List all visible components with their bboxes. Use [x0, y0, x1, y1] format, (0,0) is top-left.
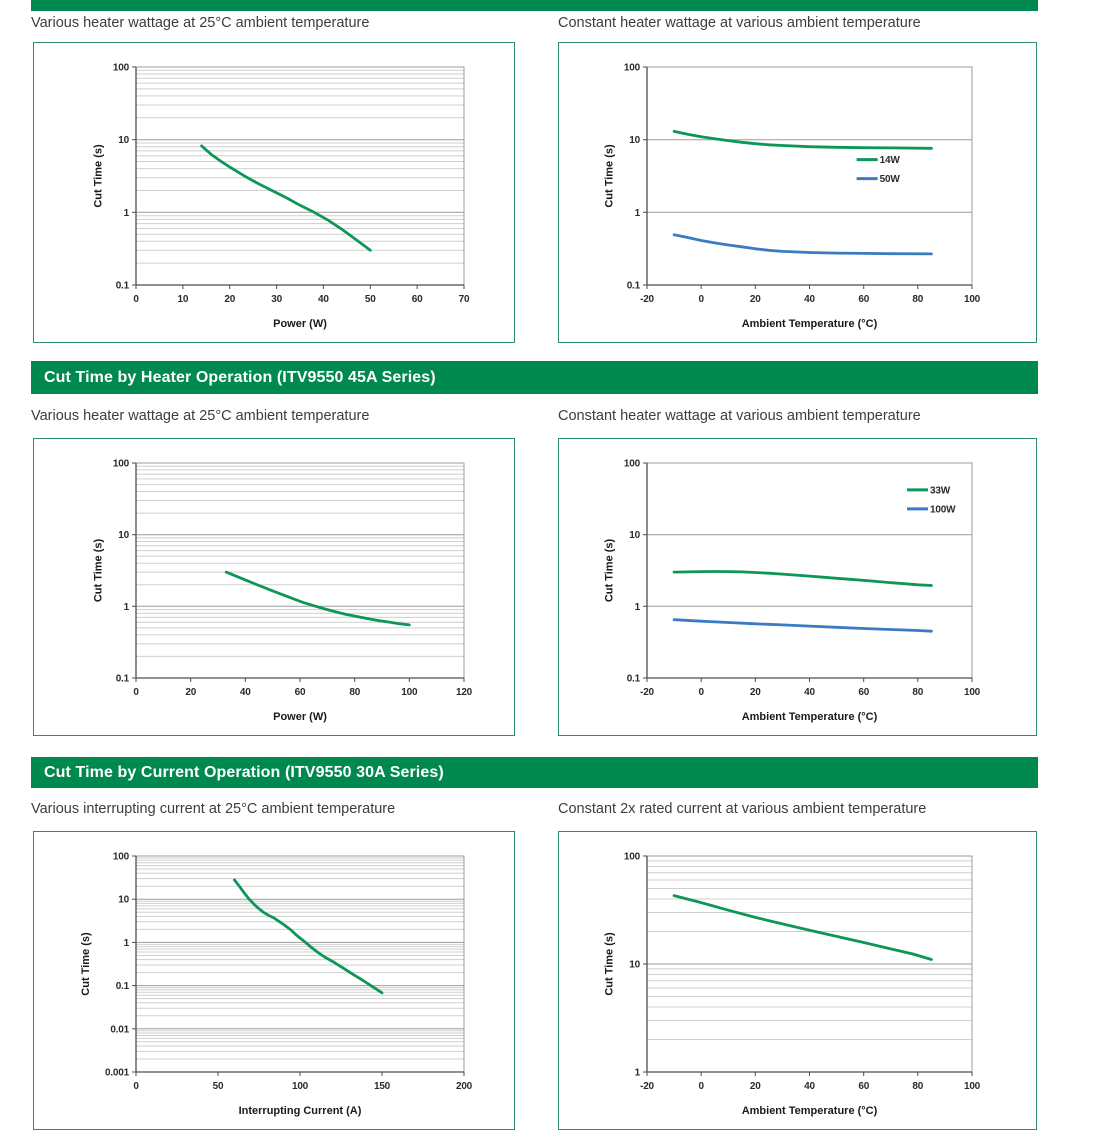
svg-text:40: 40 — [804, 294, 815, 305]
chart-subtitle: Various interrupting current at 25°C ambient temperature — [31, 801, 396, 817]
chart-svg — [559, 832, 1036, 1129]
svg-text:0.1: 0.1 — [115, 280, 129, 292]
svg-text:100W: 100W — [930, 504, 956, 516]
svg-text:40: 40 — [804, 687, 815, 698]
svg-text:Ambient Temperature (°C): Ambient Temperature (°C) — [741, 1105, 878, 1117]
svg-text:0: 0 — [133, 687, 139, 698]
svg-text:1: 1 — [634, 601, 640, 613]
svg-text:0: 0 — [133, 1081, 139, 1092]
svg-text:40: 40 — [239, 687, 251, 698]
chart-subtitle: Constant 2x rated current at various ambient temperature — [558, 801, 927, 817]
svg-text:100: 100 — [623, 62, 640, 74]
svg-text:40: 40 — [318, 294, 329, 305]
svg-text:100: 100 — [401, 687, 418, 698]
chart-svg — [559, 43, 1036, 342]
svg-text:1: 1 — [634, 1067, 640, 1079]
svg-text:Cut Time (s): Cut Time (s) — [80, 932, 92, 996]
svg-text:100: 100 — [112, 62, 129, 74]
svg-text:0: 0 — [698, 1081, 704, 1092]
svg-text:80: 80 — [912, 1081, 924, 1092]
svg-text:50: 50 — [364, 294, 376, 305]
svg-text:33W: 33W — [930, 485, 950, 497]
svg-text:200: 200 — [455, 1081, 473, 1092]
svg-text:0.001: 0.001 — [104, 1067, 129, 1079]
svg-text:20: 20 — [224, 294, 236, 305]
svg-text:20: 20 — [749, 687, 761, 698]
svg-text:50W: 50W — [879, 174, 900, 186]
svg-text:-20: -20 — [640, 687, 654, 698]
svg-text:100: 100 — [963, 1081, 981, 1092]
svg-text:60: 60 — [858, 687, 870, 698]
svg-text:60: 60 — [294, 687, 306, 698]
svg-text:80: 80 — [912, 687, 924, 698]
svg-text:60: 60 — [858, 1081, 870, 1092]
svg-text:100: 100 — [112, 851, 129, 863]
svg-text:100: 100 — [623, 851, 640, 863]
svg-text:10: 10 — [118, 530, 129, 542]
svg-text:0: 0 — [698, 687, 704, 698]
svg-text:60: 60 — [858, 294, 870, 305]
chart-subtitle: Constant heater wattage at various ambient temperature — [558, 408, 921, 424]
svg-text:80: 80 — [349, 687, 361, 698]
chart-various-heater-wattage-45a — [33, 438, 515, 736]
svg-text:14W: 14W — [879, 155, 900, 167]
svg-text:1: 1 — [123, 207, 129, 219]
svg-text:20: 20 — [185, 687, 197, 698]
svg-text:-20: -20 — [640, 294, 654, 305]
chart-constant-heater-wattage-45a — [558, 438, 1037, 736]
svg-text:60: 60 — [411, 294, 423, 305]
svg-text:10: 10 — [177, 294, 189, 305]
svg-text:10: 10 — [629, 135, 640, 147]
svg-text:Ambient Temperature (°C): Ambient Temperature (°C) — [741, 711, 878, 723]
svg-text:Cut Time (s): Cut Time (s) — [603, 538, 616, 603]
chart-various-heater-wattage-30a — [33, 42, 515, 343]
svg-text:-20: -20 — [640, 1081, 654, 1092]
svg-text:30: 30 — [271, 294, 282, 305]
svg-text:100: 100 — [963, 687, 981, 698]
svg-text:0.1: 0.1 — [115, 981, 129, 993]
svg-text:Interrupting Current (A): Interrupting Current (A) — [238, 1105, 362, 1117]
chart-svg — [559, 439, 1036, 735]
svg-text:10: 10 — [629, 959, 640, 971]
svg-text:Power (W): Power (W) — [273, 318, 327, 330]
svg-text:Power (W): Power (W) — [273, 711, 327, 723]
svg-text:1: 1 — [123, 937, 129, 949]
svg-text:50: 50 — [212, 1081, 224, 1092]
svg-text:40: 40 — [804, 1081, 815, 1092]
svg-text:100: 100 — [291, 1081, 309, 1092]
chart-svg — [34, 832, 514, 1129]
svg-text:Cut Time (s): Cut Time (s) — [92, 538, 105, 603]
chart-svg — [34, 439, 514, 735]
svg-text:0.1: 0.1 — [626, 280, 640, 292]
svg-text:20: 20 — [749, 1081, 761, 1092]
chart-various-interrupting-current-30a — [33, 831, 515, 1130]
section-header-current-30a: Cut Time by Current Operation (ITV9550 30A Series) — [31, 757, 1038, 788]
svg-text:20: 20 — [749, 294, 761, 305]
svg-text:10: 10 — [118, 135, 129, 147]
svg-text:0.01: 0.01 — [110, 1024, 129, 1036]
svg-text:1: 1 — [123, 601, 129, 613]
chart-subtitle: Various heater wattage at 25°C ambient temperature — [31, 15, 370, 31]
svg-text:100: 100 — [623, 458, 640, 470]
svg-text:80: 80 — [912, 294, 924, 305]
svg-text:0.1: 0.1 — [626, 673, 640, 685]
section-header-bar-cropped — [31, 0, 1038, 11]
chart-constant-heater-wattage-30a — [558, 42, 1037, 343]
chart-subtitle: Constant heater wattage at various ambient temperature — [558, 15, 921, 31]
svg-text:Cut Time (s): Cut Time (s) — [603, 144, 616, 208]
svg-text:10: 10 — [118, 894, 129, 906]
chart-subtitle: Various heater wattage at 25°C ambient temperature — [31, 408, 370, 424]
svg-text:100: 100 — [112, 458, 129, 470]
svg-text:1: 1 — [634, 207, 640, 219]
svg-text:10: 10 — [629, 530, 640, 542]
section-header-heater-45a: Cut Time by Heater Operation (ITV9550 45A Series) — [31, 361, 1038, 394]
svg-text:0: 0 — [133, 294, 139, 305]
svg-text:Cut Time (s): Cut Time (s) — [603, 932, 616, 996]
svg-text:120: 120 — [455, 687, 473, 698]
svg-text:100: 100 — [963, 294, 981, 305]
chart-svg — [34, 43, 514, 342]
svg-text:70: 70 — [458, 294, 470, 305]
svg-text:0.1: 0.1 — [115, 673, 129, 685]
svg-text:Cut Time (s): Cut Time (s) — [92, 144, 105, 208]
chart-constant-2x-rated-current-30a — [558, 831, 1037, 1130]
svg-text:Ambient Temperature (°C): Ambient Temperature (°C) — [741, 318, 878, 330]
svg-text:150: 150 — [373, 1081, 391, 1092]
svg-text:0: 0 — [698, 294, 704, 305]
